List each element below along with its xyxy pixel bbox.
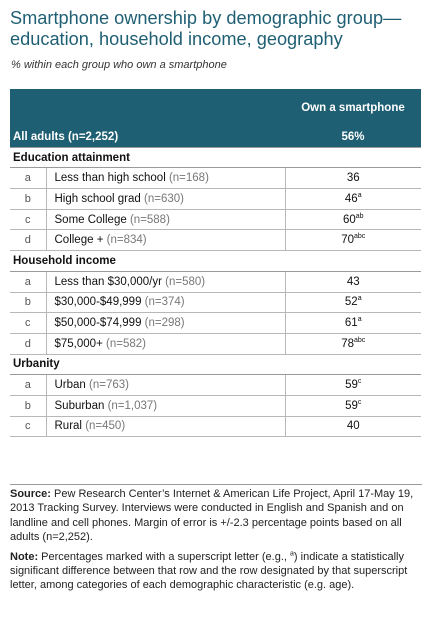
- note-label: Note:: [10, 550, 39, 563]
- row-label: Less than $30,000/yr: [54, 275, 162, 288]
- chart-subtitle: % within each group who own a smartphone: [11, 59, 227, 71]
- chart-title: Smartphone ownership by demographic group—education, household income, geography: [10, 8, 402, 49]
- row-letter: d: [10, 333, 46, 354]
- row-n: (n=834): [106, 234, 147, 247]
- row-n: (n=168): [168, 172, 209, 185]
- row-label: $30,000-$49,999: [54, 296, 142, 309]
- row-value: 46: [344, 192, 358, 205]
- all-adults-label: All adults: [13, 130, 65, 143]
- row-value: 59: [345, 399, 358, 412]
- group-header-row: [10, 251, 421, 272]
- row-label-cell: [46, 230, 285, 251]
- row-n: (n=374): [144, 296, 185, 309]
- row-n: (n=582): [106, 337, 146, 350]
- row-n: (n=763): [89, 379, 129, 392]
- row-value-cell: [285, 230, 421, 251]
- table-row: [10, 168, 421, 189]
- row-value-cell: [285, 395, 421, 416]
- row-significance: abc: [354, 233, 366, 241]
- table-row: [10, 375, 421, 396]
- all-adults-label-cell: [10, 127, 285, 147]
- note-text-2: ) indicate a statistically significant difference between that row and the row designated by that superscript letter, among categories of each demographic characteristic (e.g. age).: [10, 550, 408, 592]
- group-name: Education attainment: [10, 147, 421, 168]
- ownership-table: [10, 89, 421, 437]
- row-value: 52: [344, 296, 358, 309]
- table-row: [10, 189, 421, 210]
- group-name: Urbanity: [10, 354, 421, 375]
- row-n: (n=298): [144, 317, 185, 330]
- row-value-cell: [285, 168, 421, 189]
- group-name: Household income: [10, 251, 421, 272]
- row-n: (n=630): [144, 192, 184, 205]
- table-row: [10, 333, 421, 354]
- row-significance: c: [357, 378, 362, 386]
- row-value: 70: [341, 234, 354, 247]
- row-value-cell: [285, 189, 421, 210]
- group-header-row: [10, 147, 421, 168]
- all-adults-row: [10, 127, 421, 147]
- table-row: [10, 395, 421, 416]
- source-text: Pew Research Center’s Internet & American Life Project, April 17-May 19, 2013 Tracking Survey. Interviews were conducted in English and Spanish and on landline and cell phones. Margin of error is +/-2.3 percentage points based on all adults (n=2,252).: [10, 488, 414, 544]
- table-row: [10, 209, 421, 230]
- row-letter: b: [10, 395, 46, 416]
- source-note: [10, 487, 422, 545]
- row-letter: c: [10, 416, 46, 437]
- row-label: Urban: [54, 379, 86, 392]
- row-label-cell: [46, 416, 285, 437]
- footnote: [10, 550, 422, 593]
- row-letter: b: [10, 189, 46, 210]
- table-header-row: [10, 89, 421, 127]
- row-n: (n=450): [85, 420, 126, 433]
- row-significance: c: [357, 398, 362, 406]
- row-value-cell: [285, 333, 421, 354]
- row-label-cell: [46, 313, 285, 334]
- note-text-1: Percentages marked with a superscript letter (e.g.,: [41, 550, 291, 563]
- row-label-cell: [46, 375, 285, 396]
- row-label: Rural: [54, 420, 82, 433]
- table-row: [10, 313, 421, 334]
- row-significance: a: [357, 316, 362, 324]
- row-letter: a: [10, 168, 46, 189]
- row-value: 43: [346, 275, 360, 288]
- row-letter: a: [10, 271, 46, 292]
- footer-notes: [10, 484, 422, 598]
- row-value: 78: [341, 337, 354, 350]
- row-value: 61: [344, 317, 358, 330]
- table-row: [10, 271, 421, 292]
- row-value-cell: [285, 271, 421, 292]
- row-n: (n=588): [129, 213, 170, 226]
- row-letter: c: [10, 209, 46, 230]
- row-significance: a: [357, 192, 362, 200]
- row-label: Some College: [54, 213, 127, 226]
- row-value-cell: [285, 375, 421, 396]
- table-body: [10, 89, 421, 437]
- all-adults-value: 56%: [285, 127, 421, 147]
- source-label: Source:: [10, 488, 51, 500]
- row-letter: c: [10, 313, 46, 334]
- group-header-row: [10, 354, 421, 375]
- row-label: College +: [54, 234, 104, 247]
- note-sup: a: [290, 549, 294, 557]
- row-value-cell: [285, 292, 421, 313]
- row-significance: a: [357, 295, 362, 303]
- row-label: Less than high school: [54, 172, 166, 185]
- row-value: 40: [346, 420, 360, 433]
- column-header: Own a smartphone: [285, 89, 421, 127]
- row-label-cell: [46, 189, 285, 210]
- row-label: $75,000+: [54, 337, 103, 350]
- row-value-cell: [285, 416, 421, 437]
- header-blank-cell: [10, 89, 285, 127]
- row-label: $50,000-$74,999: [54, 317, 142, 330]
- row-value-cell: [285, 209, 421, 230]
- row-letter: a: [10, 375, 46, 396]
- row-label-cell: [46, 333, 285, 354]
- row-label-cell: [46, 209, 285, 230]
- row-label-cell: [46, 271, 285, 292]
- row-n: (n=1,037): [107, 399, 158, 412]
- table-row: [10, 416, 421, 437]
- row-label: Suburban: [54, 399, 105, 412]
- row-label: High school grad: [54, 192, 141, 205]
- row-significance: abc: [354, 336, 366, 344]
- table-row: [10, 292, 421, 313]
- row-significance: ab: [355, 212, 364, 220]
- row-n: (n=580): [165, 275, 206, 288]
- row-value-cell: [285, 313, 421, 334]
- all-adults-n: (n=2,252): [67, 130, 119, 143]
- row-letter: b: [10, 292, 46, 313]
- row-label-cell: [46, 292, 285, 313]
- row-label-cell: [46, 168, 285, 189]
- row-value: 60: [342, 213, 356, 226]
- row-label-cell: [46, 395, 285, 416]
- table-row: [10, 230, 421, 251]
- row-value: 59: [345, 379, 358, 392]
- row-value: 36: [346, 172, 360, 185]
- row-letter: d: [10, 230, 46, 251]
